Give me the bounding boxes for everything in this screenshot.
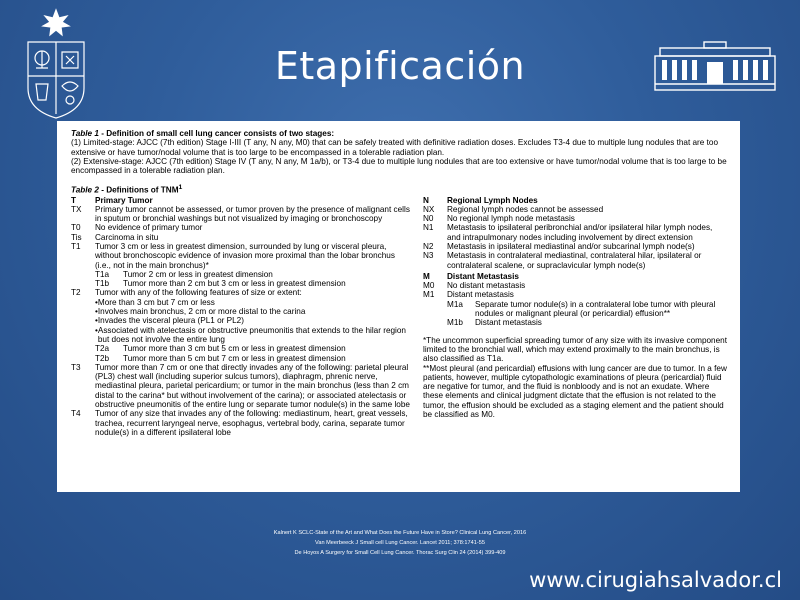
m-row-m1b: M1b Distant metastasis — [447, 318, 542, 328]
t-row-t3: T3 Tumor more than 7 cm or one that directly invades any of the following: parietal pleural (PL3) chest wall (including superior sulcus tumors), diaphragm, phrenic nerve, mediastinal pleura, parietal pericardium; or tumor in the main bronchus (less than 2 cm distal to the carina* but without involvement of the carina); or associated atelectasis or obstructive pneumonitis of the entire lung or separate tumor nodule(s) in the same lobe — [71, 362, 410, 410]
t-row-t1a: T1a Tumor 2 cm or less in greatest dimension — [95, 269, 273, 279]
table1 — [71, 129, 728, 175]
t2-bullet: • Invades the visceral pleura (PL1 or PL2) — [95, 316, 244, 326]
t2-bullet: • More than 3 cm but 7 cm or less — [95, 297, 215, 307]
m-header: M Distant Metastasis — [423, 271, 519, 281]
reference-line: De Hoyos A Surgery for Small Cell Lung Cancer. Thorac Surg Clin 24 (2014) 399-409 — [294, 550, 506, 556]
t-row-t1b: T1b Tumor more than 2 cm but 3 cm or less in greatest dimension — [95, 279, 346, 289]
references — [0, 528, 800, 558]
t-row-t4: T4 Tumor of any size that invades any of the following: mediastinum, heart, great vessels, trachea, recurrent laryngeal nerve, esophagus, vertebral body, carina, separate tumor nodule(s) in a different ipsilateral lobe — [71, 409, 408, 437]
table1-heading: Table 1 - Definition of small cell lung cancer consists of two stages: — [71, 129, 335, 138]
reference-line: Van Meerbeeck J Small cell Lung Cancer. Lancet 2011; 378:1741-55 — [315, 540, 485, 546]
slide-title: Etapificación — [274, 44, 526, 88]
m-row-m1: M1 Distant metastasis — [423, 290, 514, 300]
t-row-t2a: T2a Tumor more than 3 cm but 5 cm or less in greatest dimension — [95, 344, 346, 354]
t-row-tx: TX Primary tumor cannot be assessed, or tumor proven by the presence of malignant cells in sputum or bronchial washings but not visualized by imaging or bronchoscopy — [71, 204, 410, 224]
m-row-m1a: M1a Separate tumor nodule(s) in a contralateral lobe tumor with pleural nodules or malignant pleural (or pericardial) effusion** — [447, 299, 716, 319]
footnote-single-asterisk: *The uncommon superficial spreading tumor of any size with its invasive component limited to the bronchial wall, which may extend proximally to the main bronchus, is also classified as T1a. — [423, 335, 727, 364]
t-row-t2: T2 Tumor with any of the following features of size or extent: — [71, 288, 302, 298]
t-header: T Primary Tumor — [71, 195, 153, 205]
n-row-n3: N3 Metastasis in contralateral mediastinal, contralateral hilar, ipsilateral or contralateral scalene, or supraclavicular lymph node(s) — [423, 251, 702, 270]
n-row-n0: N0 No regional lymph node metastasis — [423, 214, 575, 224]
t2-bullet: • Associated with atelectasis or obstructive pneumonitis that extends to the hilar region but does not involve the entire lung — [95, 325, 406, 344]
nm-section — [423, 196, 728, 438]
t-section — [71, 196, 423, 438]
n-row-n1: N1 Metastasis to ipsilateral peribronchial and/or ipsilateral hilar lymph nodes, and intrapulmonary nodes including involvement by direct extension — [423, 223, 713, 242]
table1-limited-stage: (1) Limited-stage: AJCC (7th edition) Stage I-III (T any, N any, M0) that can be safely treated with definitive radiation doses. Excludes T3-4 due to multiple lung nodules that are too extensive or have tumor/nodal volume that is too large to be encompassed in a tolerable radiation plan. — [71, 138, 718, 157]
n-header: N Regional Lymph Nodes — [423, 195, 538, 205]
n-row-n2: N2 Metastasis in ipsilateral mediastinal and/or subcarinal lymph node(s) — [423, 242, 695, 251]
footnote-double-asterisk: **Most pleural (and pericardial) effusions with lung cancer are due to tumor. In a few patients, however, multiple cytopathologic examinations of pleura (pericardial) fluid are negative for tumor, and the fluid is nonbloody and is not an exudate. Where these elements and clinical judgment dictate that the effusion is not related to the tumor, the effusion should be excluded as a staging element and the patient should be classified as M0. — [423, 363, 727, 420]
staging-table-image — [57, 121, 740, 492]
website-url: www.cirugiahsalvador.cl — [529, 568, 782, 592]
t-row-t1: T1 Tumor 3 cm or less in greatest dimension, surrounded by lung or visceral pleura, without bronchoscopic evidence of invasion more proximal than the lobar bronchus (i.e., not in the main bronchus)* — [71, 242, 395, 270]
table1-extensive-stage: (2) Extensive-stage: AJCC (7th edition) Stage IV (T any, N any, M 1a/b), or T3-4 due to multiple lung nodules that are too extensive or have tumor/nodal volume that is too large to be encompassed in a tolerable radiation plan. — [71, 156, 727, 176]
t-row-t2b: T2b Tumor more than 5 cm but 7 cm or less in greatest dimension — [95, 353, 346, 363]
table2-heading: Table 2 - Definitions of TNM$^1$ — [71, 184, 183, 196]
t-row-t0: T0 No evidence of primary tumor — [71, 223, 203, 233]
hospital-building-logo — [652, 40, 778, 94]
t-row-tis: Tis Carcinoma in situ — [71, 232, 159, 242]
n-row-nx: NX Regional lymph nodes cannot be assessed — [423, 204, 604, 214]
m-row-m0: M0 No distant metastasis — [423, 281, 526, 291]
t2-bullet: • Involves main bronchus, 2 cm or more distal to the carina — [95, 307, 306, 317]
reference-line: Kalnert K SCLC-State of the Art and What Does the Future Have in Store? Clinical Lung Cancer, 2016 — [273, 530, 527, 536]
